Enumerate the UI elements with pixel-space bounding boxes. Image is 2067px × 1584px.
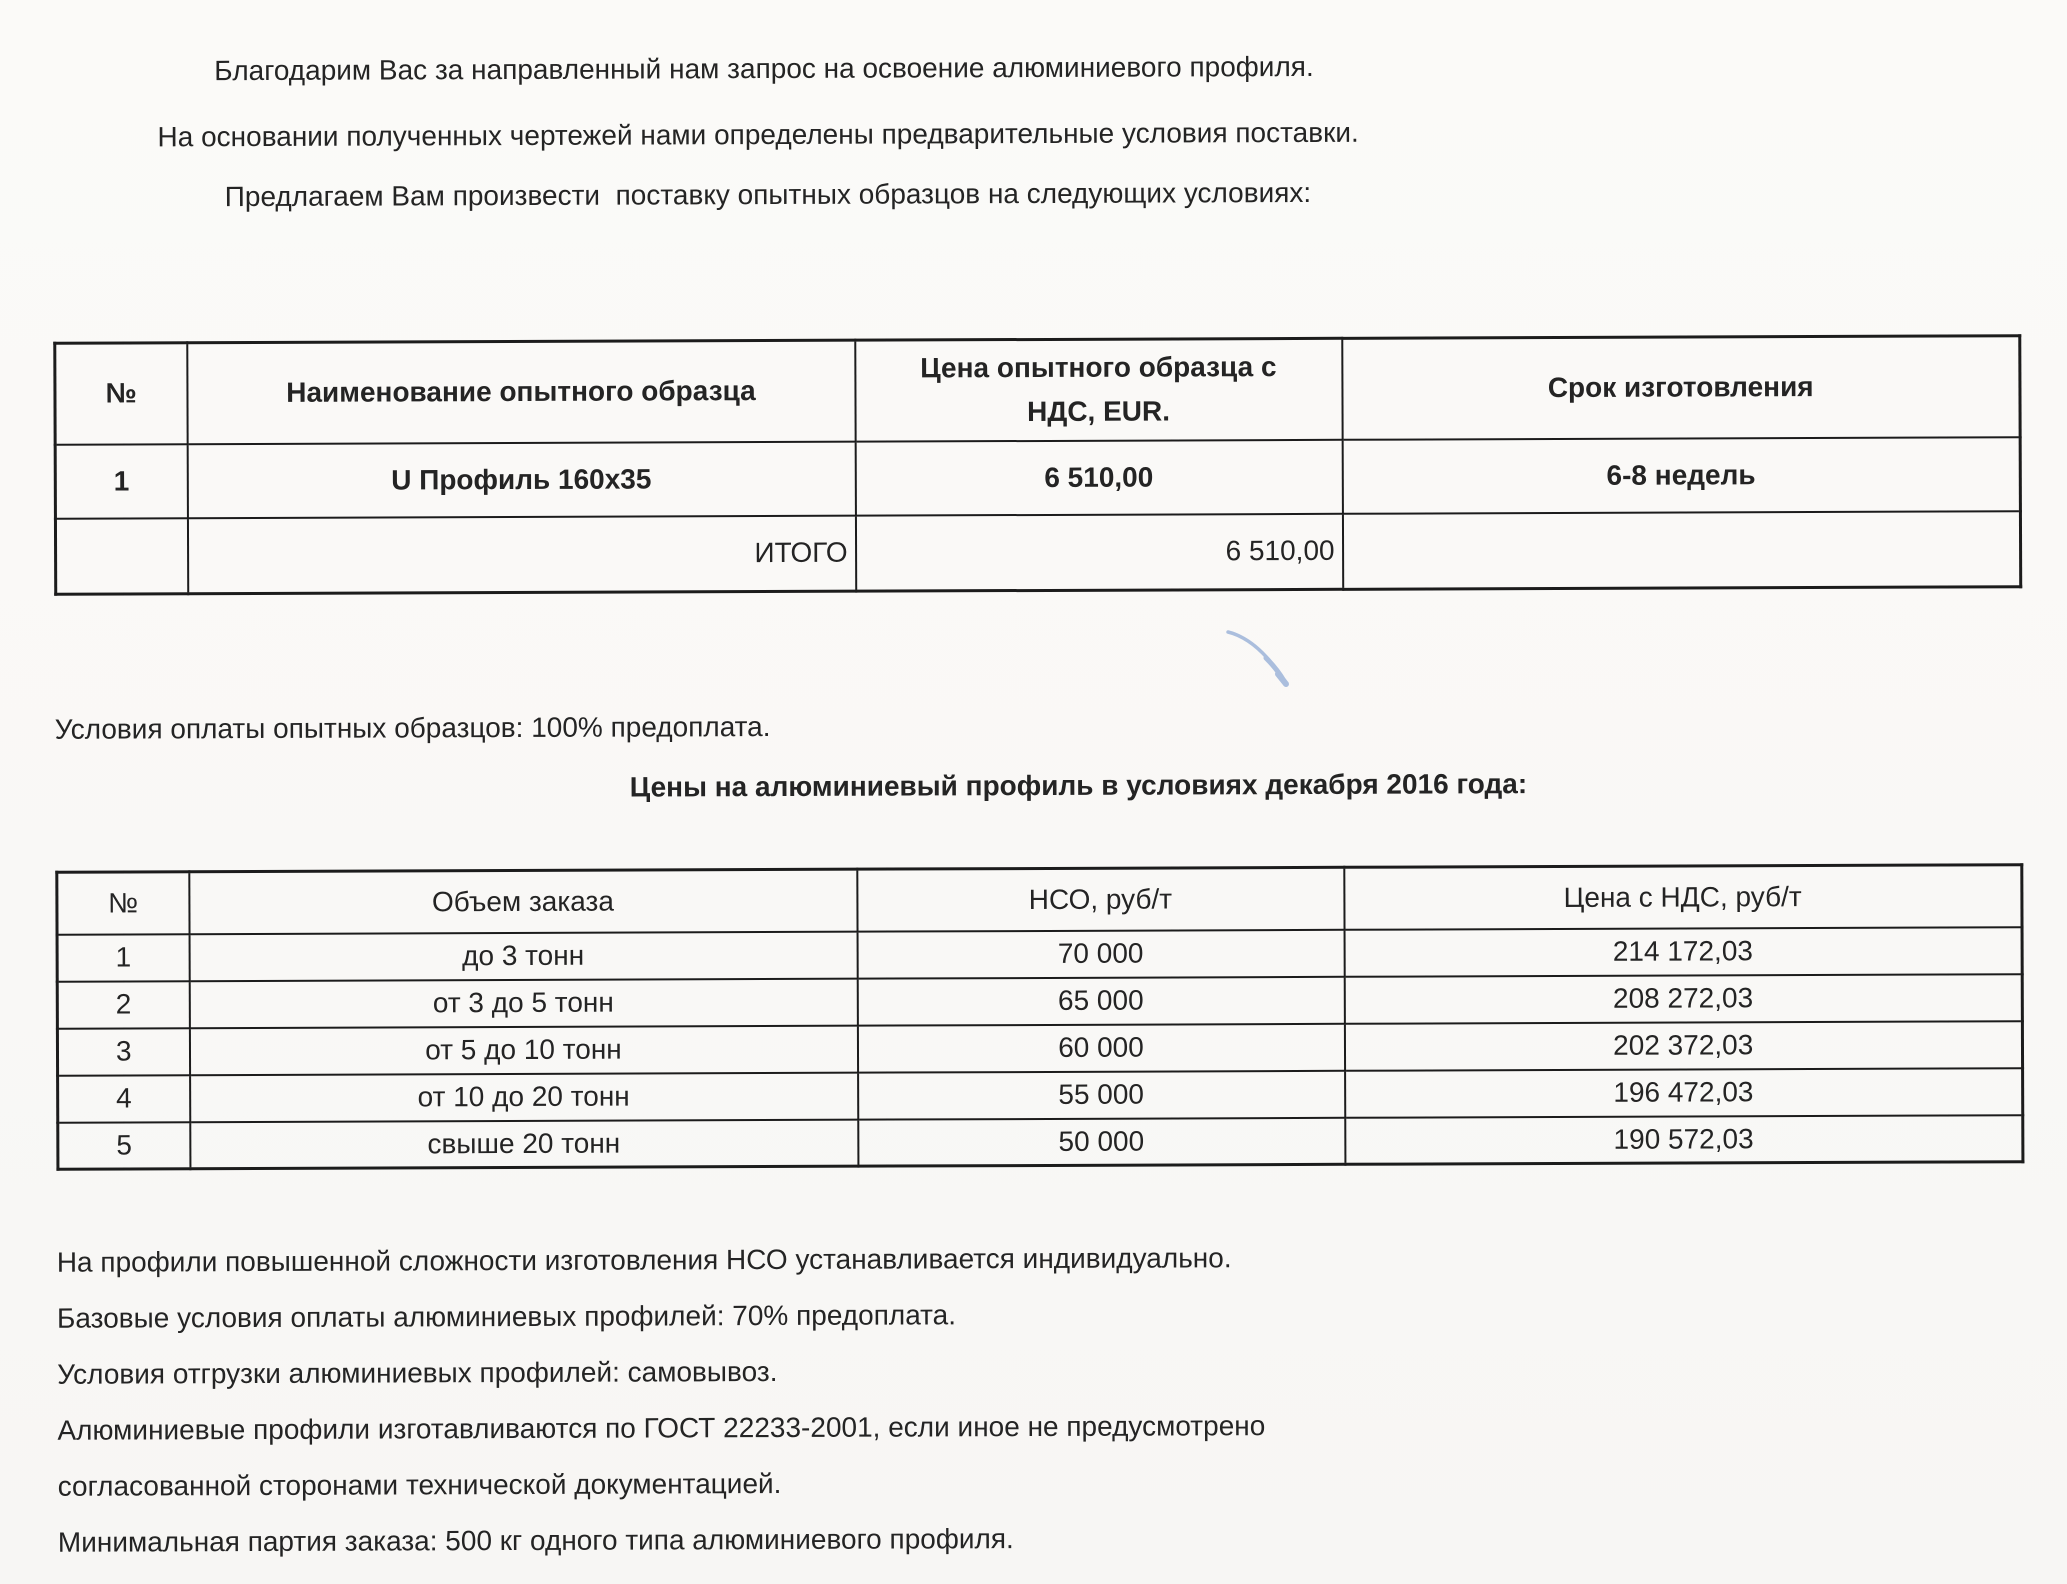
prices-header-nso: НСО, руб/т — [857, 867, 1344, 931]
prices-section-heading: Цены на алюминиевый профиль в условиях декабря 2016 года: — [629, 768, 1528, 803]
footer-line-complex-profiles: На профили повышенной сложности изготовления НСО устанавливается индивидуально. — [56, 1242, 1232, 1278]
prices-table-header-row — [57, 865, 2022, 935]
samples-header-number: № — [55, 343, 187, 445]
footer-line-shipping: Условия отгрузки алюминиевых профилей: самовывоз. — [57, 1355, 778, 1390]
sample-row-term: 6-8 недель — [1342, 437, 2020, 514]
prices-table-row — [58, 1068, 2023, 1123]
price-row-volume: от 3 до 5 тонн — [189, 978, 857, 1028]
price-row-nso: 50 000 — [858, 1117, 1345, 1166]
samples-header-price-label: Цена опытного образца с НДС, EUR. — [920, 351, 1277, 428]
prices-table-row — [57, 1021, 2022, 1076]
footer-line-base-payment: Базовые условия оплаты алюминиевых профилей: 70% предоплата. — [56, 1299, 957, 1334]
samples-table-header-row — [55, 336, 2020, 445]
price-row-volume: от 10 до 20 тонн — [190, 1072, 858, 1122]
price-row-number: 1 — [57, 934, 189, 982]
prices-header-number: № — [57, 872, 189, 935]
prices-table-row — [58, 1115, 2023, 1170]
prices-header-price: Цена с НДС, руб/т — [1344, 865, 2022, 930]
samples-header-term: Срок изготовления — [1342, 336, 2020, 440]
price-row-volume: от 5 до 10 тонн — [189, 1025, 857, 1075]
price-row-nso: 70 000 — [857, 929, 1344, 978]
price-row-number: 5 — [58, 1122, 190, 1170]
prices-table-row — [57, 927, 2022, 982]
total-value: 6 510,00 — [855, 513, 1342, 591]
intro-paragraph-offer: Предлагаем Вам произвести поставку опытных образцов на следующих условиях: — [224, 176, 1312, 213]
prices-table-row — [57, 974, 2022, 1029]
prices-header-volume: Объем заказа — [189, 869, 857, 934]
sample-row-price: 6 510,00 — [855, 439, 1342, 515]
total-label: ИТОГО — [187, 515, 855, 594]
footer-line-gost-2: согласованной сторонами технической документацией. — [57, 1467, 782, 1502]
samples-header-price — [855, 338, 1342, 441]
total-row-empty-number — [55, 518, 187, 595]
price-row-number: 3 — [57, 1028, 189, 1076]
price-row-nso: 65 000 — [857, 976, 1344, 1025]
profile-prices-table — [55, 863, 2024, 1171]
samples-header-name: Наименование опытного образца — [187, 340, 855, 444]
price-row-number: 4 — [58, 1075, 190, 1123]
footer-conditions-block — [57, 1227, 2025, 1571]
price-row-price: 208 272,03 — [1344, 974, 2022, 1024]
price-row-number: 2 — [57, 981, 189, 1029]
samples-quotation-table — [53, 334, 2022, 596]
price-row-volume: до 3 тонн — [189, 931, 857, 981]
samples-table-total-row — [55, 511, 2020, 595]
price-row-price: 202 372,03 — [1344, 1021, 2022, 1071]
sample-row-name: U Профиль 160x35 — [187, 441, 855, 518]
samples-payment-terms: Условия оплаты опытных образцов: 100% предоплата. — [54, 711, 771, 745]
total-row-empty-term — [1342, 511, 2020, 590]
price-row-price: 214 172,03 — [1344, 927, 2022, 977]
price-row-price: 190 572,03 — [1345, 1115, 2023, 1165]
price-row-price: 196 472,03 — [1345, 1068, 2023, 1118]
intro-paragraph-thanks: Благодарим Вас за направленный нам запрос на освоение алюминиевого профиля. — [214, 50, 1314, 87]
footer-line-min-batch: Минимальная партия заказа: 500 кг одного типа алюминиевого профиля. — [57, 1523, 1014, 1558]
sample-row-number: 1 — [55, 444, 187, 519]
price-row-nso: 55 000 — [858, 1070, 1345, 1119]
price-row-volume: свыше 20 тонн — [190, 1119, 858, 1169]
samples-table-row — [55, 437, 2020, 519]
price-row-nso: 60 000 — [857, 1023, 1344, 1072]
footer-line-gost-1: Алюминиевые профили изготавливаются по ГОСТ 22233-2001, если иное не предусмотрено — [57, 1410, 1266, 1446]
intro-paragraph-basis: На основании полученных чертежей нами определены предварительные условия поставки. — [157, 116, 1359, 153]
